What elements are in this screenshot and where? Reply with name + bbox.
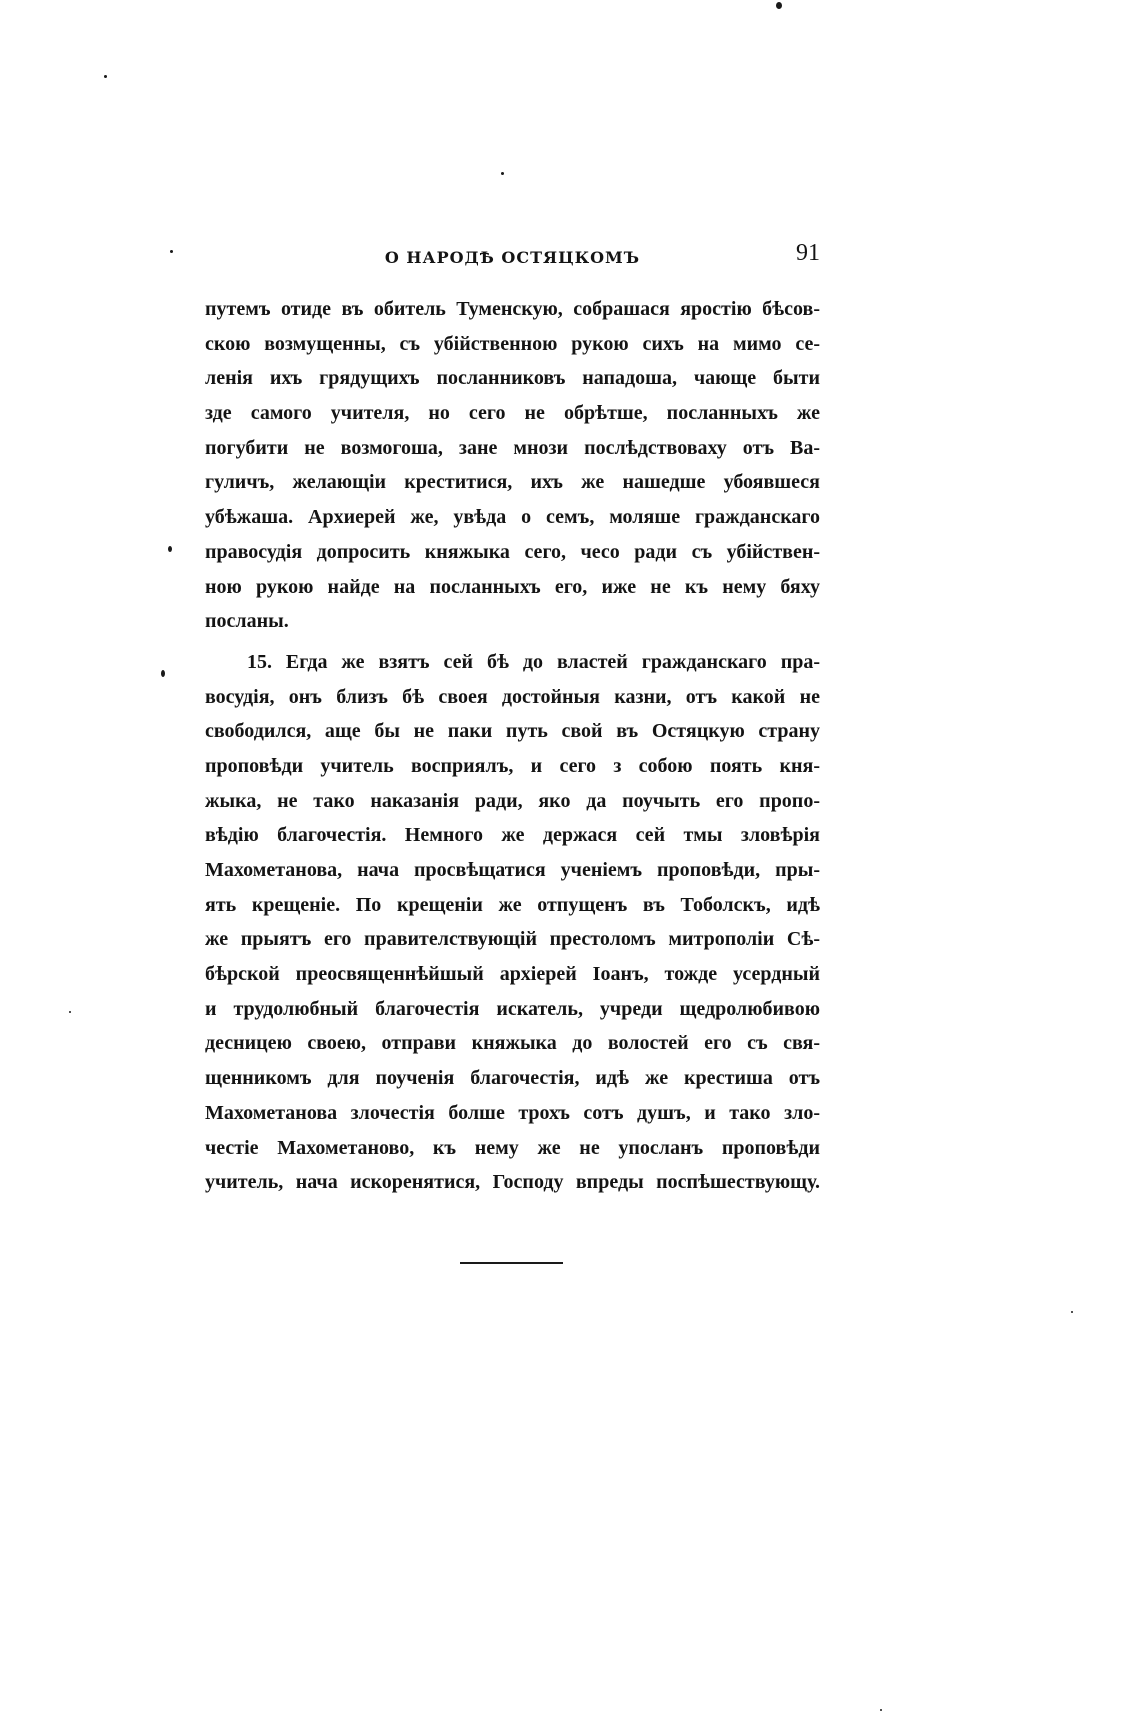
text-line: убѣжаша. Архиерей же, увѣда о семъ, моляше гражданскаго (205, 506, 820, 529)
text-line: щенникомъ для поученія благочестія, идѣ же крестиша отъ (205, 1067, 820, 1090)
scan-speck (1071, 1311, 1073, 1313)
body-text (205, 292, 820, 1200)
scan-speck (161, 670, 165, 677)
text-line: путемъ отиде въ обитель Туменскую, собрашася яростію бѣсов- (205, 298, 820, 320)
text-line: ять крещеніе. По крещеніи же отпущенъ въ Тоболскъ, идѣ (205, 893, 820, 916)
text-line: свободился, аще бы не паки путь свой въ Остяцкую страну (205, 720, 820, 743)
scan-speck (880, 1709, 882, 1711)
text-line: десницею своею, отправи княжыка до волостей его съ свя- (205, 1032, 820, 1055)
text-line: учитель, нача искоренятися, Господу впреды поспѣшествующу. (205, 1171, 820, 1194)
paragraph (205, 292, 820, 639)
text-line: вѣдію благочестія. Немного же держася сей тмы зловѣрія (205, 824, 820, 847)
text-line: честіе Махометаново, къ нему же не упосланъ проповѣди (205, 1136, 820, 1159)
end-rule (460, 1262, 563, 1264)
text-line: ною рукою найде на посланныхъ его, иже не къ нему бяху (205, 575, 820, 598)
text-line: посланы. (205, 610, 289, 633)
text-line: гуличъ, желающіи креститися, ихъ же нашедше убоявшеся (205, 471, 820, 494)
page-header (205, 240, 820, 274)
text-line: проповѣди учитель восприялъ, и сего з собою поять кня- (205, 754, 820, 777)
text-line: восудія, онъ близъ бѣ своея достойныя казни, отъ какой не (205, 685, 820, 708)
text-line: правосудія допросить княжыка сего, чесо ради съ убійствен- (205, 540, 820, 563)
text-line: же прыятъ его правителствующій престоломъ митрополіи Сѣ- (205, 928, 820, 951)
scan-speck (69, 1011, 71, 1013)
text-line: и трудолюбный благочестія искатель, учреди щедролюбивою (205, 997, 820, 1020)
text-line: скою возмущенны, съ убійственною рукою сихъ на мимо се- (205, 332, 820, 355)
page-number: 91 (796, 240, 820, 266)
text-line: Махометанова, нача просвѣщатися ученіемъ проповѣди, пры- (205, 859, 820, 881)
scan-speck (104, 75, 107, 78)
text-line: зде самого учителя, но сего не обрѣтше, посланныхъ же (205, 402, 820, 425)
text-line: ленія ихъ грядущихъ посланниковъ нападоша, чающе быти (205, 367, 820, 390)
text-line: жыка, не тако наказанія ради, яко да поучыть его пропо- (205, 789, 820, 812)
scan-speck (168, 546, 172, 552)
text-line: погубити не возмогоша, зане мнози послѣдствоваху отъ Ва- (205, 436, 820, 459)
text-line: 15. Егда же взятъ сей бѣ до властей гражданскаго пра- (247, 650, 820, 673)
text-line: бѣрской преосвященнѣйшый архіерей Іоанъ, тожде усердный (205, 963, 820, 986)
scan-speck (776, 2, 782, 9)
paragraph (205, 645, 820, 1200)
scan-speck (170, 250, 173, 253)
text-line: Махометанова злочестія болше трохъ сотъ душъ, и тако зло- (205, 1101, 820, 1124)
scan-speck (501, 172, 504, 175)
running-title: О НАРОДѢ ОСТЯЦКОМЪ (384, 248, 641, 267)
